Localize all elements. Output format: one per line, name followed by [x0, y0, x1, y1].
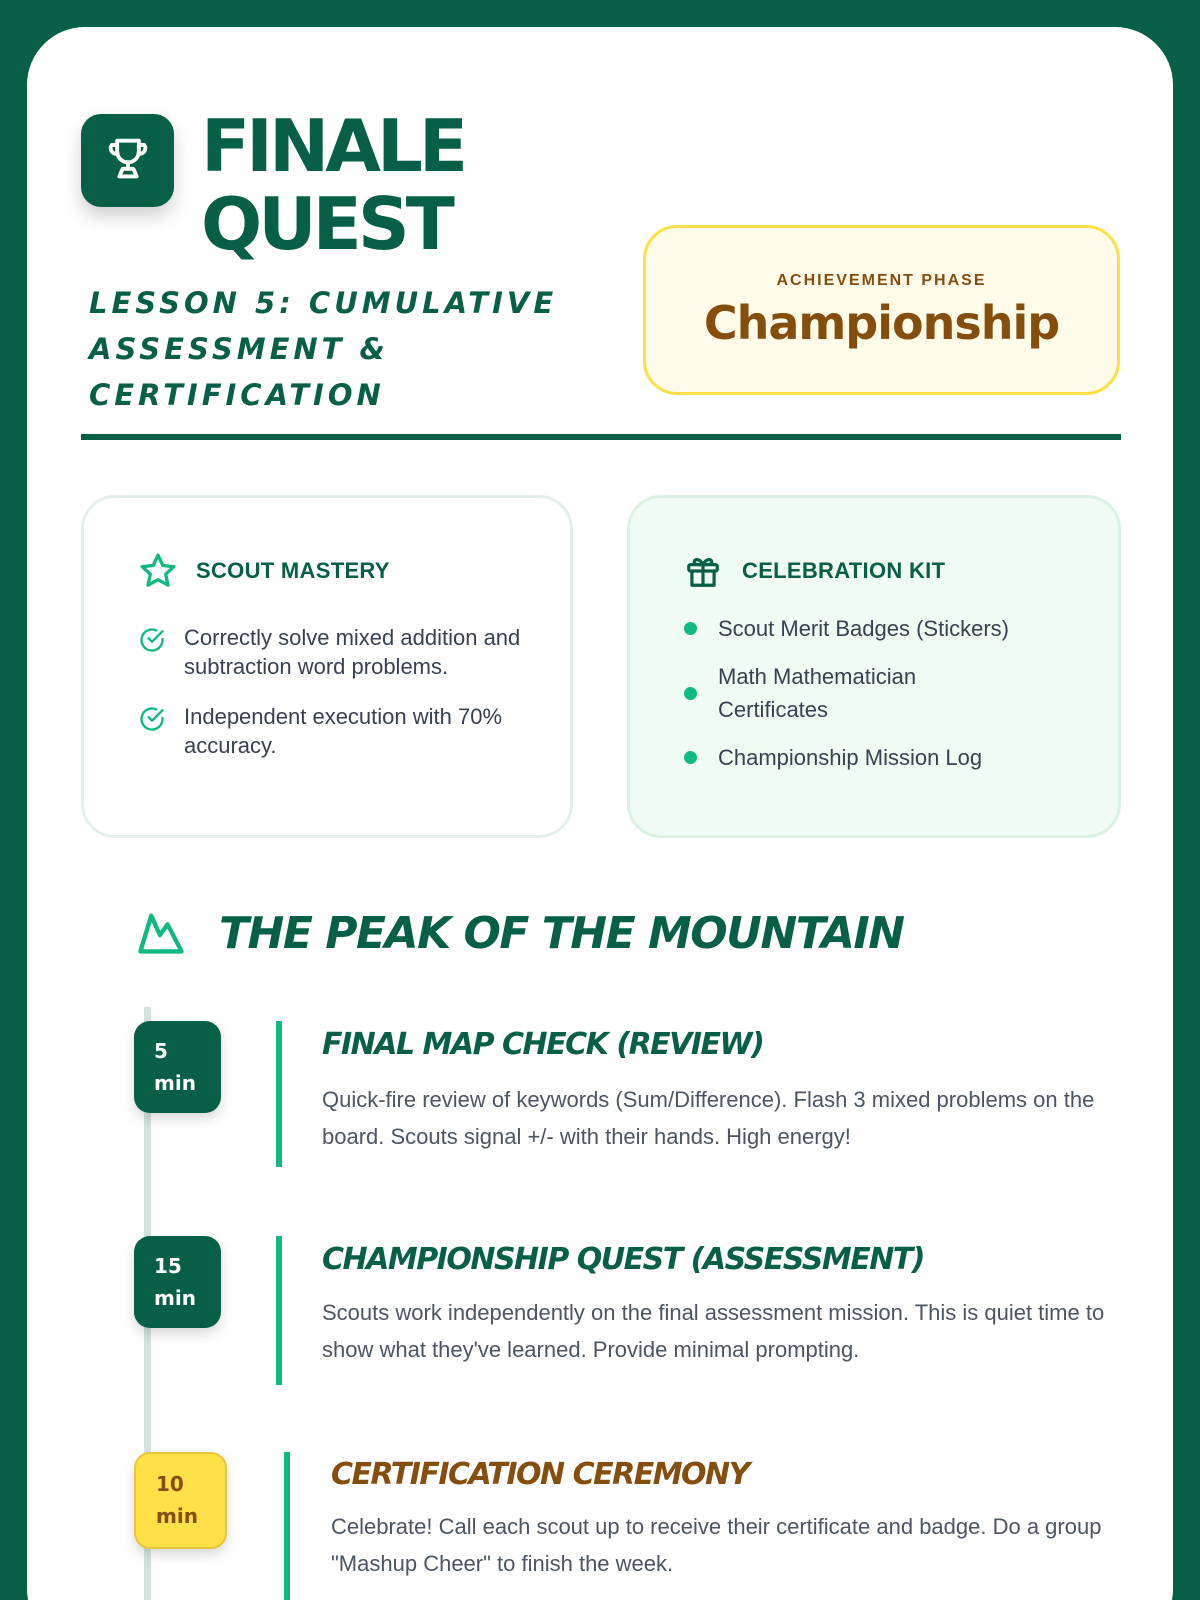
time-unit: min — [154, 1286, 196, 1310]
kit-list — [684, 612, 1094, 789]
time-unit: min — [156, 1504, 198, 1528]
phase-value: Championship — [703, 296, 1060, 350]
time-number: 10 — [156, 1472, 184, 1496]
bullet-dot — [684, 687, 718, 700]
celebration-kit-card — [627, 495, 1121, 838]
time-unit: min — [154, 1071, 196, 1095]
page-title — [201, 104, 465, 266]
list-item — [684, 660, 1094, 726]
bullet-dot — [684, 751, 718, 764]
celebration-kit-title: CELEBRATION KIT — [742, 558, 946, 583]
list-item — [138, 702, 538, 760]
list-item — [138, 623, 538, 681]
step-accent-bar — [276, 1236, 282, 1385]
time-number: 5 — [154, 1039, 168, 1063]
lesson-subtitle: LESSON 5: CUMULATIVE ASSESSMENT & CERTIFICATION — [89, 286, 558, 412]
check-circle-icon — [138, 702, 184, 760]
phase-label: ACHIEVEMENT PHASE — [776, 272, 987, 289]
trophy-icon — [102, 132, 154, 189]
step-description: Celebrate! Call each scout up to receive their certificate and badge. Do a group "Mashup Cheer" to finish the week. — [331, 1514, 1102, 1576]
achievement-phase-box — [643, 225, 1120, 395]
step-accent-bar — [276, 1021, 282, 1167]
step-accent-bar — [284, 1452, 290, 1600]
time-badge — [134, 1452, 227, 1549]
lesson-card — [27, 27, 1173, 1600]
time-badge — [134, 1236, 221, 1328]
mountain-icon — [135, 907, 187, 959]
kit-item-text: Scout Merit Badges (Stickers) — [718, 616, 1009, 641]
title-line-2: QUEST — [201, 182, 451, 266]
scout-mastery-card — [81, 495, 573, 838]
list-item — [684, 612, 1094, 645]
step-title: CERTIFICATION CEREMONY — [331, 1457, 749, 1492]
logo-badge — [81, 114, 174, 207]
list-item — [684, 741, 1094, 774]
mastery-item-text: Correctly solve mixed addition and subtraction word problems. — [184, 625, 521, 679]
mastery-list — [138, 623, 538, 781]
kit-item-text: Championship Mission Log — [718, 745, 983, 770]
bullet-dot — [684, 622, 718, 635]
kit-item-text: Math Mathematician Certificates — [718, 664, 917, 722]
star-icon — [138, 550, 180, 592]
step-description: Scouts work independently on the final assessment mission. This is quiet time to show what they've learned. Provide minimal prompting. — [322, 1300, 1105, 1362]
mastery-item-text: Independent execution with 70% accuracy. — [184, 704, 503, 758]
header-divider — [81, 434, 1121, 440]
section-title: THE PEAK OF THE MOUNTAIN — [219, 907, 904, 959]
title-line-1: FINALE — [201, 104, 465, 188]
scout-mastery-title: SCOUT MASTERY — [196, 558, 390, 583]
step-title: FINAL MAP CHECK (REVIEW) — [322, 1027, 764, 1062]
step-description: Quick-fire review of keywords (Sum/Difference). Flash 3 mixed problems on the board. Scouts signal +/- with their hands. High energy! — [322, 1087, 1095, 1149]
gift-icon — [684, 550, 726, 592]
check-circle-icon — [138, 623, 184, 681]
step-title: CHAMPIONSHIP QUEST (ASSESSMENT) — [322, 1242, 924, 1277]
section-heading — [135, 907, 904, 959]
time-number: 15 — [154, 1254, 182, 1278]
time-badge — [134, 1021, 221, 1113]
